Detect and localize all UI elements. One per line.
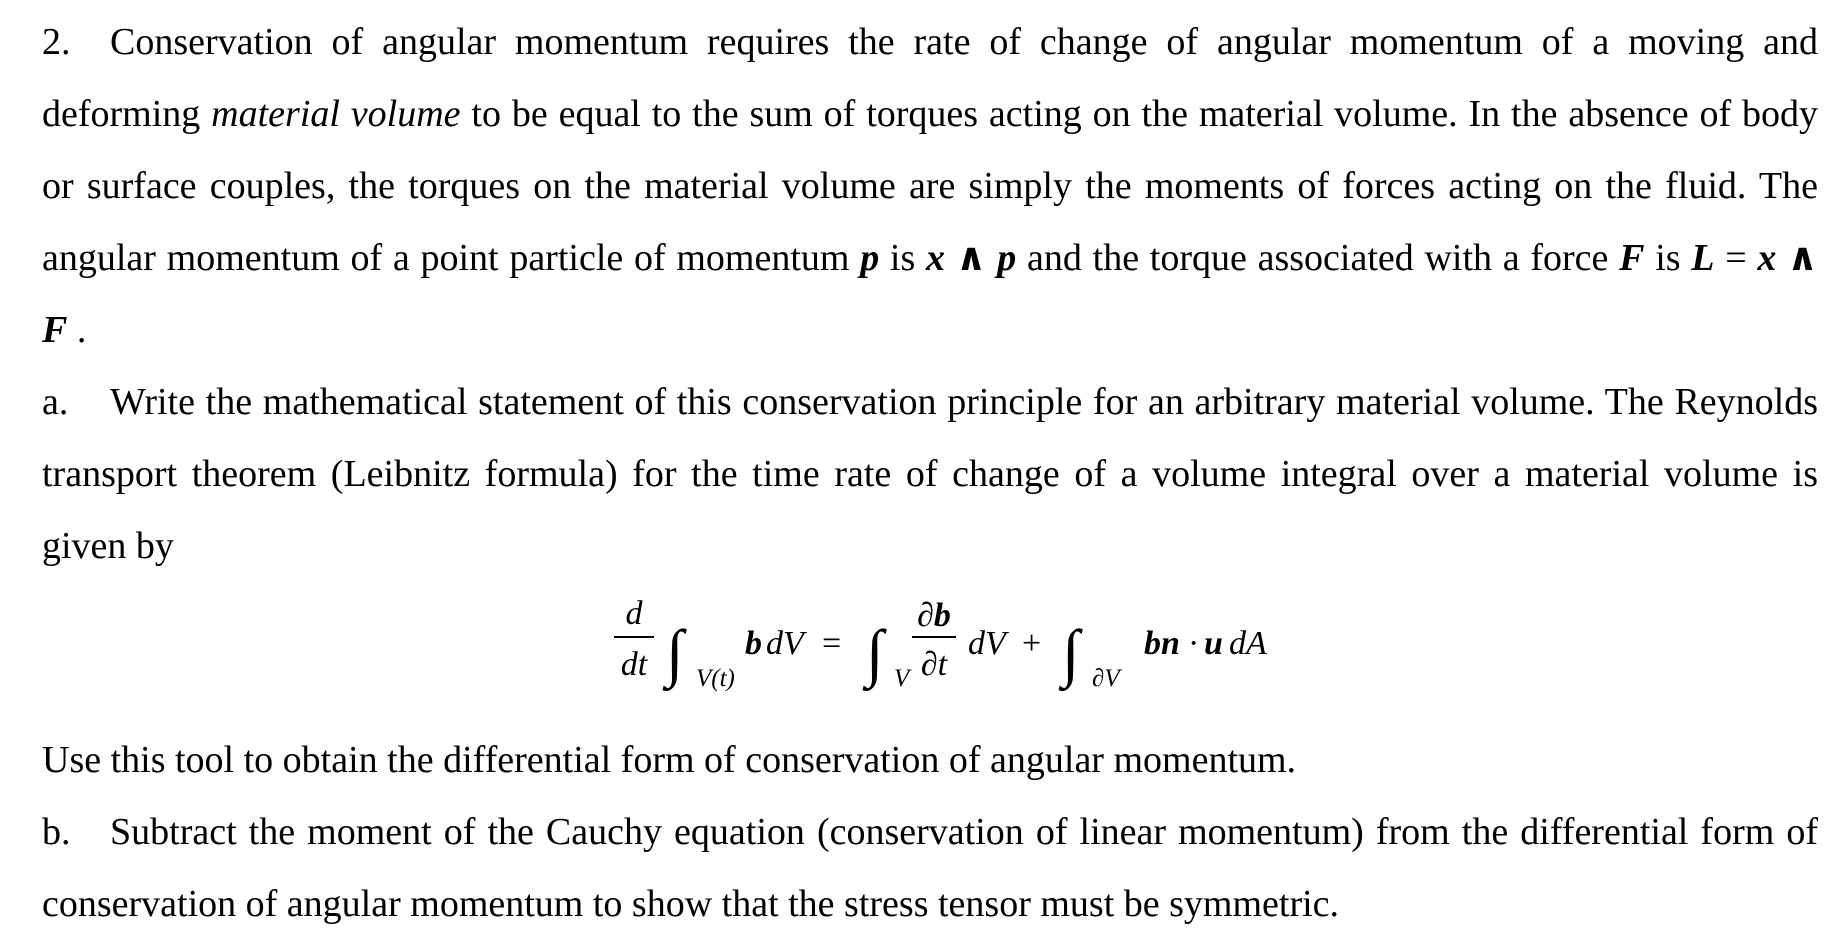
equals-sign: =: [1714, 237, 1758, 279]
integral-3: ∫: [1062, 617, 1080, 688]
is-word: is: [879, 237, 926, 279]
part-a: [42, 366, 1818, 582]
symbol-F: F: [1619, 237, 1645, 279]
symbol-b: b: [745, 625, 762, 662]
expr-x-wedge-p: x ∧ p: [926, 237, 1017, 279]
ddt-denominator: dt: [620, 646, 648, 683]
part-a-text: Write the mathematical statement of this conservation principle for an arbitrary material volume. The Reynolds transport theorem (Leibnitz formula) for the time rate of change of a volume integral over a material volume is given by: [42, 381, 1818, 567]
intro-text-3: and the torque associated with a force: [1016, 237, 1620, 279]
ddt-numerator: d: [625, 595, 643, 632]
intro-text-1: Conservation of angular momentum requires the rate of change of angular momentum of a moving and deforming: [42, 21, 1818, 135]
part-a-followup: Use this tool to obtain the differential form of conservation of angular momentum.: [42, 739, 1297, 781]
problem-statement: [42, 6, 1818, 366]
dA: dA: [1229, 625, 1267, 662]
symbol-u: u: [1204, 625, 1223, 662]
integral-1: ∫: [666, 617, 684, 688]
partial-numerator: ∂b: [917, 597, 951, 634]
symbol-L: L: [1691, 237, 1715, 279]
is-word-2: is: [1644, 237, 1692, 279]
equals: =: [822, 625, 842, 662]
plus: +: [1022, 625, 1042, 662]
partial-denominator: ∂t: [920, 646, 948, 683]
problem-page: [42, 0, 1818, 940]
part-a-label: a.: [42, 381, 69, 423]
symbol-bn: bn: [1144, 625, 1180, 662]
intro-text-2: to be equal to the sum of torques acting on the material volume. In the absence of body or surface couples, the torques on the material volume are simply the moments of forces acting on the fluid. The angular momentum of a point particle of momentum: [42, 93, 1818, 279]
dV-1: dV: [766, 625, 804, 662]
expr-x-wedge-F: x ∧ F: [42, 237, 1818, 351]
integral-2: ∫: [866, 617, 884, 688]
reynolds-transport-formula: [42, 582, 1818, 724]
end-period: .: [67, 309, 87, 351]
formula-svg: [602, 582, 1322, 724]
dV-2: dV: [968, 625, 1006, 662]
part-b-text: Subtract the moment of the Cauchy equation (conservation of linear momentum) from the differential form of conservation of angular momentum to show that the stress tensor must be symmetric.: [42, 811, 1818, 925]
emphasis-material-volume: material volume: [211, 93, 461, 135]
part-b: [42, 796, 1818, 940]
symbol-p: p: [860, 237, 880, 279]
integral-3-subscript: ∂V: [1092, 665, 1120, 692]
dot-operator: ·: [1188, 625, 1200, 662]
part-b-label: b.: [42, 811, 71, 853]
integral-1-subscript: V(t): [696, 665, 735, 692]
problem-number: 2.: [42, 21, 71, 63]
integral-2-subscript: V: [894, 665, 910, 692]
